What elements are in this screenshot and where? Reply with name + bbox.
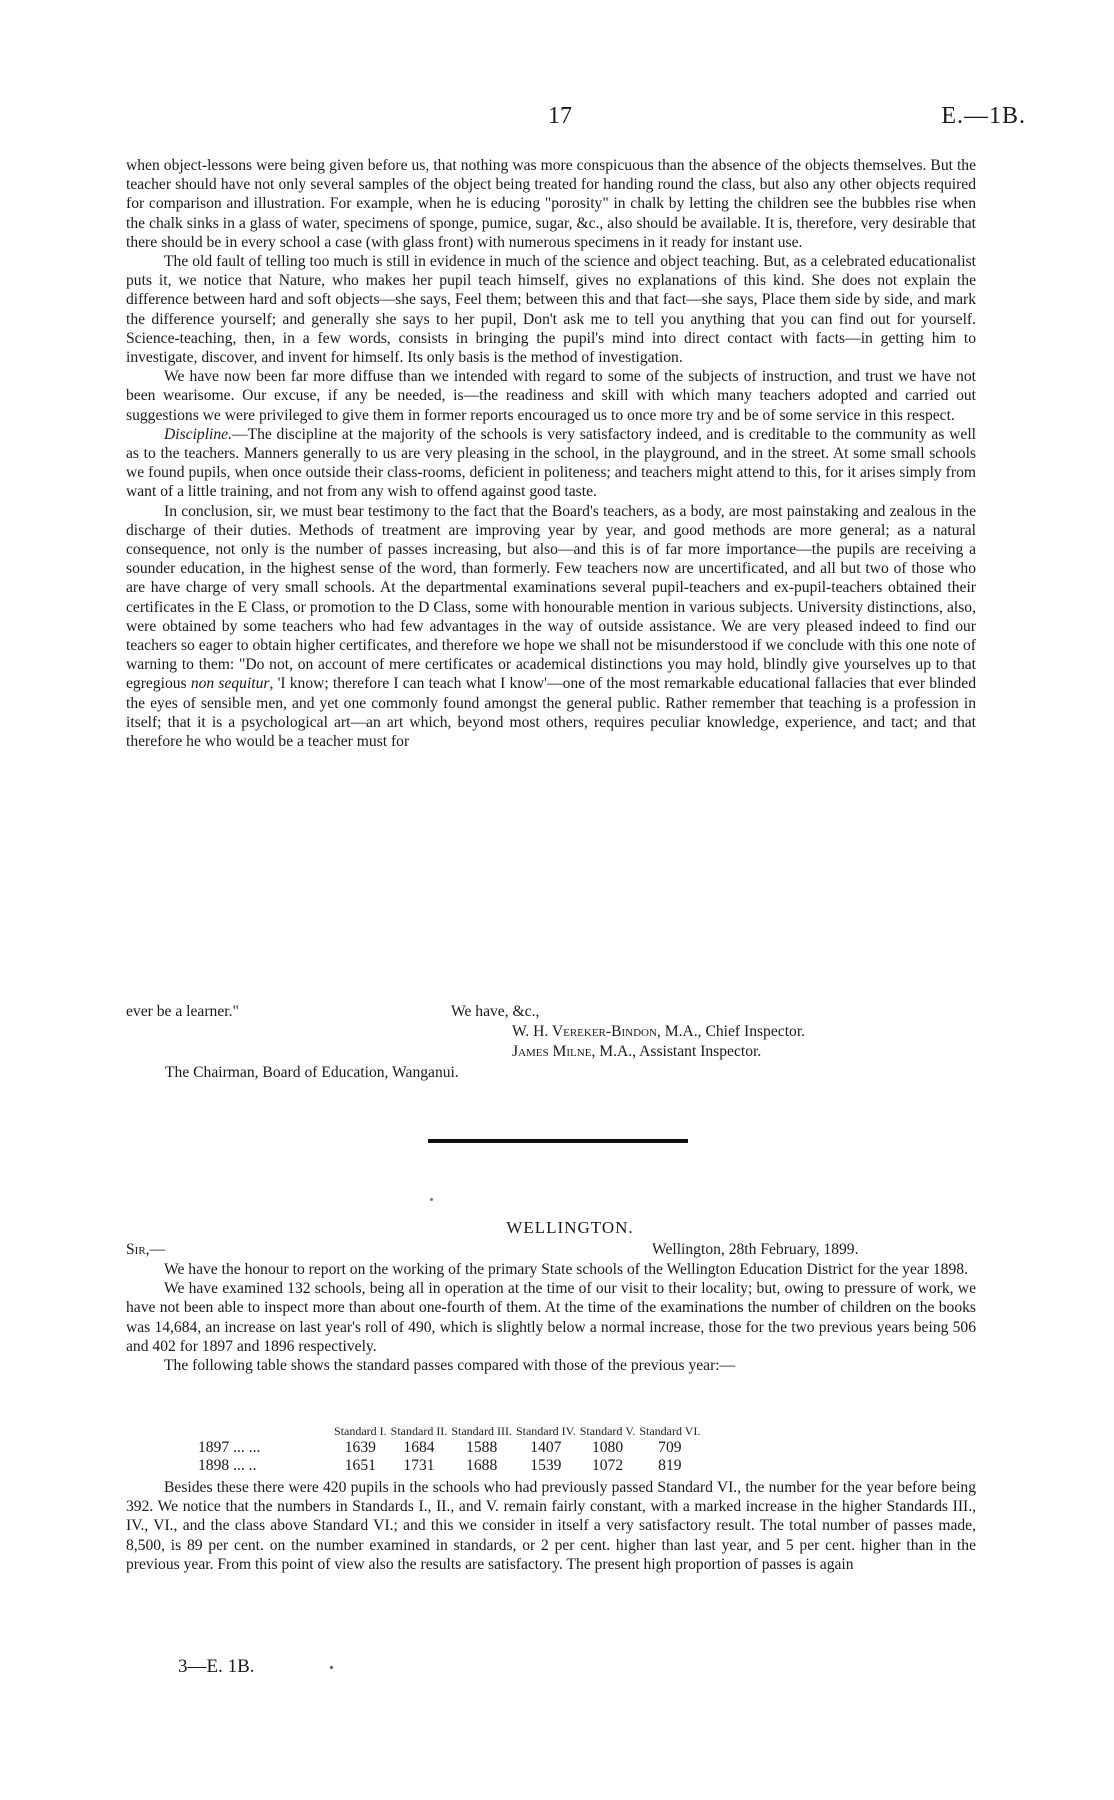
paragraph: Besides these there were 420 pupils in the schools who had previously passed Standard VI., the number for the year before being 392. We notice that the numbers in Standards I., II., and V. remain fairly constant, with a marked increase in the higher Standards III., IV., VI., and the class above Standard VI.; and this we consider in itself a very satisfactory result. The total number of passes made, 8,500, is 89 per cent. on the number examined in standards, or 2 per cent. higher than last year, and 5 per cent. higher than in the previous year. From this point of view also the results are satisfactory. The present high proportion of passes is again	[126, 1479, 976, 1573]
footer-signature-mark: 3—E. 1B.	[178, 1656, 255, 1677]
signature-chief-inspector: W. H. Vereker-Bindon, M.A., Chief Inspector.	[512, 1023, 806, 1040]
report-body-continued	[126, 1478, 976, 1574]
paragraph: The following table shows the standard passes compared with those of the previous year:—	[164, 1357, 736, 1375]
section-divider	[428, 1139, 688, 1143]
table-cell: 1080	[591, 1439, 624, 1456]
table-cell: 709	[658, 1439, 682, 1456]
row-label: 1898 ... ..	[198, 1457, 257, 1474]
paragraph: The old fault of telling too much is still in evidence in much of the science and object teaching. But, as a celebrated educationalist puts it, we notice that Nature, who makes her pupil teach himself, gives no explanations of this kind. She does not explain the difference between hard and soft objects—she says, Feel them; between this and that fact—she says, Place them side by side, and mark the difference yourself; and generally she says to her pupil, Don't ask me to tell you anything that you can find out for yourself. Science-teaching, then, in a few words, consists in bringing the pupil's mind into direct contact with facts—in getting him to investigate, discover, and invent for himself. Its only basis is the method of investigation.	[126, 253, 976, 367]
column-header: Standard VI.	[639, 1424, 701, 1438]
table-header-row	[150, 1424, 702, 1439]
column-header: Standard II.	[390, 1424, 448, 1438]
column-header: Standard III.	[451, 1424, 512, 1438]
table-cell: 1651	[344, 1457, 376, 1474]
discipline-heading: Discipline.	[164, 425, 232, 443]
dateline: Wellington, 28th February, 1899.	[652, 1241, 859, 1258]
speck	[430, 1198, 433, 1201]
table-cell: 1407	[530, 1439, 562, 1456]
column-header: Standard V.	[579, 1424, 636, 1438]
salutation: Sir,—	[126, 1241, 166, 1258]
paragraph: We have examined 132 schools, being all in operation at the time of our visit to their locality; but, owing to pressure of work, we have not been able to inspect more than about one-fourth of them. At the time of the examinations the number of children on the books was 14,684, an increase on last year's roll of 490, which is slightly below a normal increase, those for the two previous years being 506 and 402 for 1897 and 1896 respectively.	[126, 1280, 976, 1355]
page-number: 17	[548, 103, 572, 129]
table-cell: 1731	[403, 1457, 435, 1474]
addressee: The Chairman, Board of Education, Wanganui.	[165, 1064, 459, 1081]
report-body	[126, 156, 976, 751]
paragraph-discipline: Discipline.—The discipline at the majority of the schools is very satisfactory indeed, and is creditable to the community as well as to the teachers. Manners generally to us are very pleasing in the school, in the playground, and in the street. At some small schools we found pupils, when once outside their class-rooms, deficient in politeness; and teachers might attend to this, for it arises simply from want of a little training, and not from any wish to offend against good taste.	[126, 425, 976, 501]
paragraph-conclusion: In conclusion, sir, we must bear testimony to the fact that the Board's teachers, as a body, are most painstaking and zealous in the discharge of their duties. Methods of treatment are improving year by year, and good methods are more general; as a natural consequence, not only is the number of passes increasing, but also—and this is of far more importance—the pupils are receiving a sounder education, in the highest sense of the word, than formerly. Few teachers now are uncertificated, and all but two of those who are have charge of very small schools. At the departmental examinations several pupil-teachers and ex-pupil-teachers obtained their certificates in the E Class, or promotion to the D Class, some with honourable mention in various subjects. University distinctions, also, were obtained by some teachers who had few advantages in the way of outside assistance. We are very pleased indeed to find our teachers so eager to obtain higher certificates, and therefore we hope we shall not be misunderstood if we conclude with this one note of warning to them: "Do not, on account of mere certificates or academical distinctions you may hold, blindly give yourselves up to that egregious non sequitur, 'I know; therefore I can teach what I know'—one of the most remarkable educational fallacies that ever blinded the eyes of sensible men, and yet one commonly found amongst the general public. Rather remember that teaching is a profession in itself; that it is a psychological art—an art which, beyond most others, requires peculiar knowledge, experience, and tact; and that therefore he who would be a teacher must for	[126, 502, 976, 751]
table-cell: 1588	[466, 1439, 498, 1456]
paragraph: We have the honour to report on the working of the primary State schools of the Wellington Education District for the year 1898.	[164, 1261, 968, 1278]
paragraph: when object-lessons were being given before us, that nothing was more conspicuous than the absence of the objects themselves. But the teacher should have not only several samples of the object being treated for handing round the class, but also any other objects required for comparison and illustration. For example, when he is educing "porosity" in chalk by letting the children see the bubbles rise when the chalk sinks in a glass of water, specimens of sponge, pumice, sugar, &c., also should be available. It is, therefore, very desirable that there should be in every school a case (with glass front) with numerous specimens in it ready for instant use.	[126, 157, 976, 251]
table-cell: 1539	[530, 1457, 562, 1474]
column-header: Standard I.	[334, 1424, 387, 1438]
paragraph: We have now been far more diffuse than we intended with regard to some of the subjects of instruction, and trust we have not been wearisome. Our excuse, if any be needed, is—the readiness and skill with which many teachers adopted and carried out suggestions we were privileged to give them in former reports encouraged us to once more try and be of some service in this respect.	[126, 368, 976, 424]
standard-passes-table	[150, 1424, 702, 1475]
signature-assistant-inspector: James Milne, M.A., Assistant Inspector.	[512, 1043, 762, 1060]
document-reference: E.—1B.	[941, 103, 1026, 129]
table-cell: 1072	[591, 1457, 624, 1474]
table-cell: 1688	[466, 1457, 498, 1474]
table-cell: 819	[658, 1457, 682, 1474]
table-row	[150, 1457, 702, 1475]
column-header: Standard IV.	[515, 1424, 576, 1438]
row-label: 1897 ... ...	[198, 1439, 261, 1456]
speck	[330, 1666, 333, 1669]
report-body-wellington	[126, 1260, 976, 1375]
table-cell: 1684	[403, 1439, 435, 1456]
closing-learner: ever be a learner."	[126, 1003, 239, 1020]
closing-we-have: We have, &c.,	[451, 1003, 540, 1020]
table-cell: 1639	[344, 1439, 376, 1456]
section-title: WELLINGTON.	[506, 1218, 634, 1237]
table-row	[150, 1439, 702, 1457]
